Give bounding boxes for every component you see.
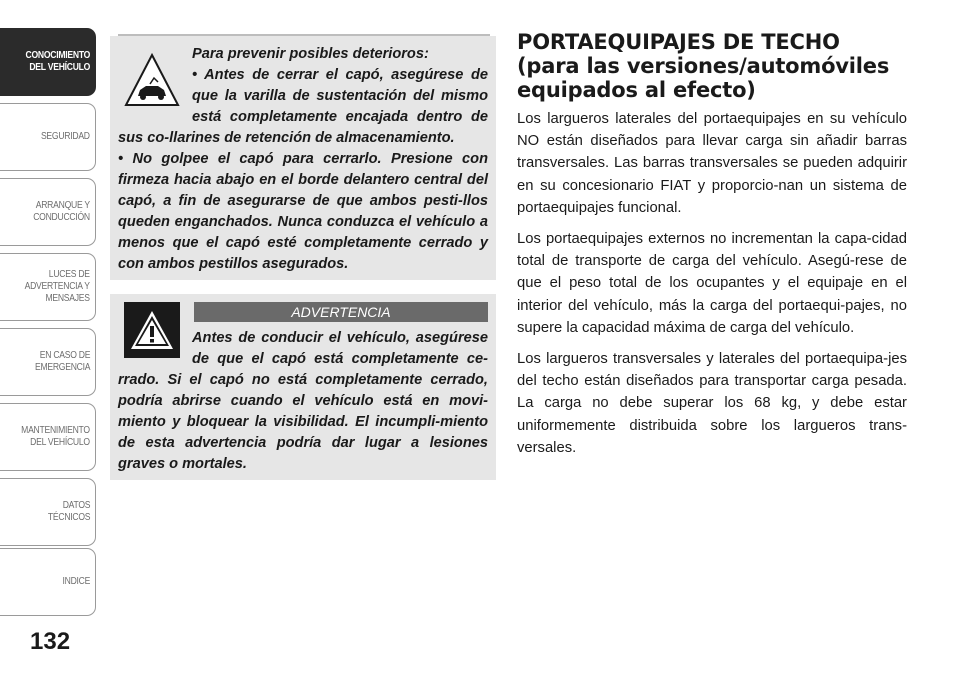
warning-box [110, 294, 496, 480]
tab-seguridad[interactable] [0, 103, 96, 171]
tab-label: LUCES DE ADVERTENCIA Y MENSAJES [24, 269, 90, 304]
tab-conocimiento-del-vehiculo[interactable] [0, 28, 96, 96]
car-caution-icon [124, 52, 180, 108]
right-column [517, 30, 907, 468]
tab-label: MANTENIMIENTO DEL VEHÍCULO [21, 425, 90, 448]
page-number: 132 [30, 628, 71, 655]
warning-text: Antes de conducir el vehículo, asegúrese de que el capó está completamente ce-rrado. Si el capó no está completamente cerrado, podría abrirse cuando el vehículo está en movi-miento y bloquear la visibilidad. El incumpli-miento de esta advertencia podría dar lugar a lesiones graves o mortales. [118, 330, 488, 472]
tab-label: INDICE [62, 576, 90, 587]
tab-label: EN CASO DE EMERGENCIA [34, 350, 90, 373]
tab-en-caso-de-emergencia[interactable] [0, 328, 96, 396]
left-column [110, 36, 496, 480]
tab-datos-tecnicos[interactable] [0, 478, 96, 546]
caution-bullet: • Antes de cerrar el capó, asegúrese de que la varilla de sustentación del mismo está completamente encajada dentro de sus co-llarines de retención de almacenamiento. [118, 67, 488, 146]
tab-mantenimiento[interactable] [0, 403, 96, 471]
caution-bullet: • No golpee el capó para cerrarlo. Presione con firmeza hacia abajo en el borde delantero central del capó, a fin de asegurarse de que ambos pesti-llos queden enganchados. Nunca conduzca el vehículo a menos que el capó esté completamente cerrado y con ambos pestillos asegurados. [118, 151, 488, 272]
body-paragraph: Los portaequipajes externos no incrementan la capa-cidad total de transporte de carga del vehículo. Asegú-rese de que el peso total de los ocupantes y el equipaje en el interior del vehículo, más la carga del portaequi-pajes, no supere la capacidad máxima de carga del vehículo. [517, 231, 907, 336]
tab-indice[interactable] [0, 548, 96, 616]
warning-banner: ADVERTENCIA [194, 302, 488, 322]
tab-label: SEGURIDAD [41, 131, 90, 142]
warning-triangle-icon [124, 302, 180, 358]
section-heading: PORTAEQUIPAJES DE TECHO (para las versiones/automóviles equipados al efecto) [517, 30, 890, 102]
tab-label: CONOCIMIENTO DEL VEHÍCULO [25, 50, 90, 73]
caution-title: Para prevenir posibles deterioros: [192, 46, 429, 62]
tab-label: ARRANQUE Y CONDUCCIÓN [33, 200, 90, 223]
tab-luces-de-advertencia[interactable] [0, 253, 96, 321]
body-paragraph: Los largueros laterales del portaequipajes en su vehículo NO están diseñados para llevar carga sin añadir barras transversales. Las barras transversales se pueden adquirir en su concesionario FIAT y proporcio-nan un sistema de portaequipajes funcional. [517, 111, 907, 216]
caution-box [110, 36, 496, 280]
tab-label: DATOS TÉCNICOS [47, 500, 90, 523]
body-paragraph: Los largueros transversales y laterales del portaequipa-jes del techo están diseñados para transportar carga pesada. La carga no debe superar los 68 kg, y debe estar uniformemente distribuida sobre los largueros trans-versales. [517, 351, 907, 456]
tab-arranque-y-conduccion[interactable] [0, 178, 96, 246]
